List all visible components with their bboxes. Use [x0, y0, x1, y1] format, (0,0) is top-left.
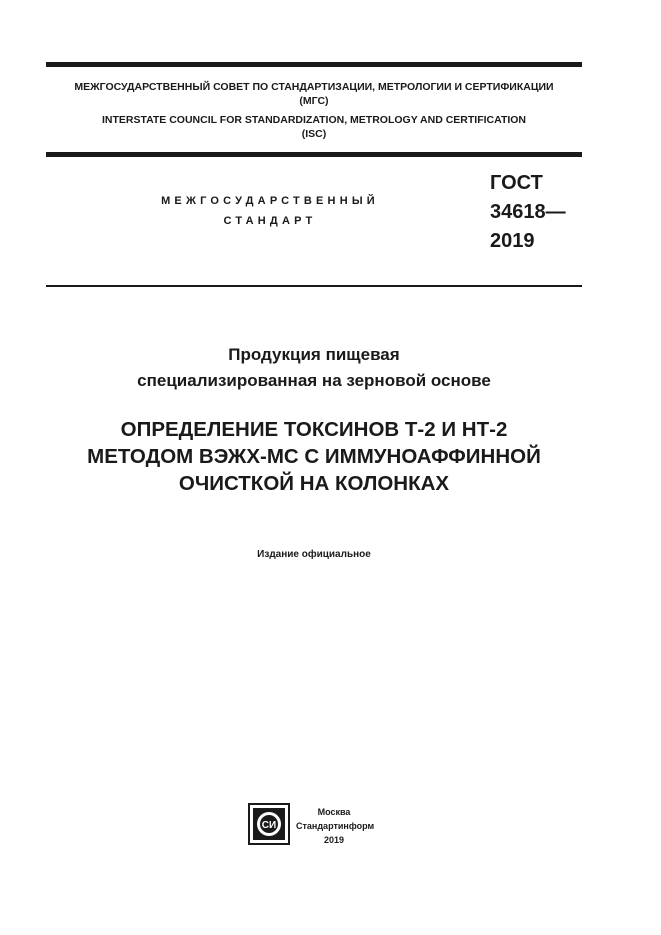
product-subtitle — [46, 342, 582, 394]
standard-label-line1: МЕЖГОСУДАРСТВЕННЫЙ — [161, 195, 379, 207]
standartinform-logo — [248, 803, 290, 845]
designation-prefix: ГОСТ — [490, 172, 543, 194]
publisher-city: Москва — [317, 807, 351, 817]
subtitle-line2: специализированная на зерновой основе — [137, 371, 491, 390]
council-ru-abbr: (МГС) — [299, 95, 329, 107]
title-line2: МЕТОДОМ ВЭЖХ-МС С ИММУНОАФФИННОЙ — [87, 445, 541, 468]
publisher-block — [296, 805, 375, 847]
council-ru-name: МЕЖГОСУДАРСТВЕННЫЙ СОВЕТ ПО СТАНДАРТИЗАЦИИ, МЕТРОЛОГИИ И СЕРТИФИКАЦИИ — [74, 81, 554, 93]
standard-label — [140, 191, 400, 231]
designation-rule — [46, 285, 582, 287]
logo-lettering: СИ — [261, 820, 277, 831]
council-header — [46, 80, 582, 141]
standard-label-line2: СТАНДАРТ — [223, 215, 317, 227]
standard-designation — [490, 169, 566, 256]
council-en-name: INTERSTATE COUNCIL FOR STANDARDIZATION, METROLOGY AND CERTIFICATION — [101, 114, 527, 126]
publisher-year: 2019 — [323, 835, 345, 845]
designation-number: 34618— — [490, 201, 566, 223]
document-title — [46, 416, 582, 497]
title-line1: ОПРЕДЕЛЕНИЕ ТОКСИНОВ Т-2 И НТ-2 — [120, 418, 508, 441]
council-en-abbr: (ISC) — [301, 128, 327, 140]
designation-year: 2019 — [490, 230, 535, 252]
top-thick-rule — [46, 62, 582, 67]
edition-label: Издание официальное — [257, 549, 371, 560]
header-thick-rule — [46, 152, 582, 157]
title-line3: ОЧИСТКОЙ НА КОЛОНКАХ — [178, 472, 450, 495]
subtitle-line1: Продукция пищевая — [228, 345, 400, 364]
publisher-name: Стандартинформ — [296, 821, 375, 831]
